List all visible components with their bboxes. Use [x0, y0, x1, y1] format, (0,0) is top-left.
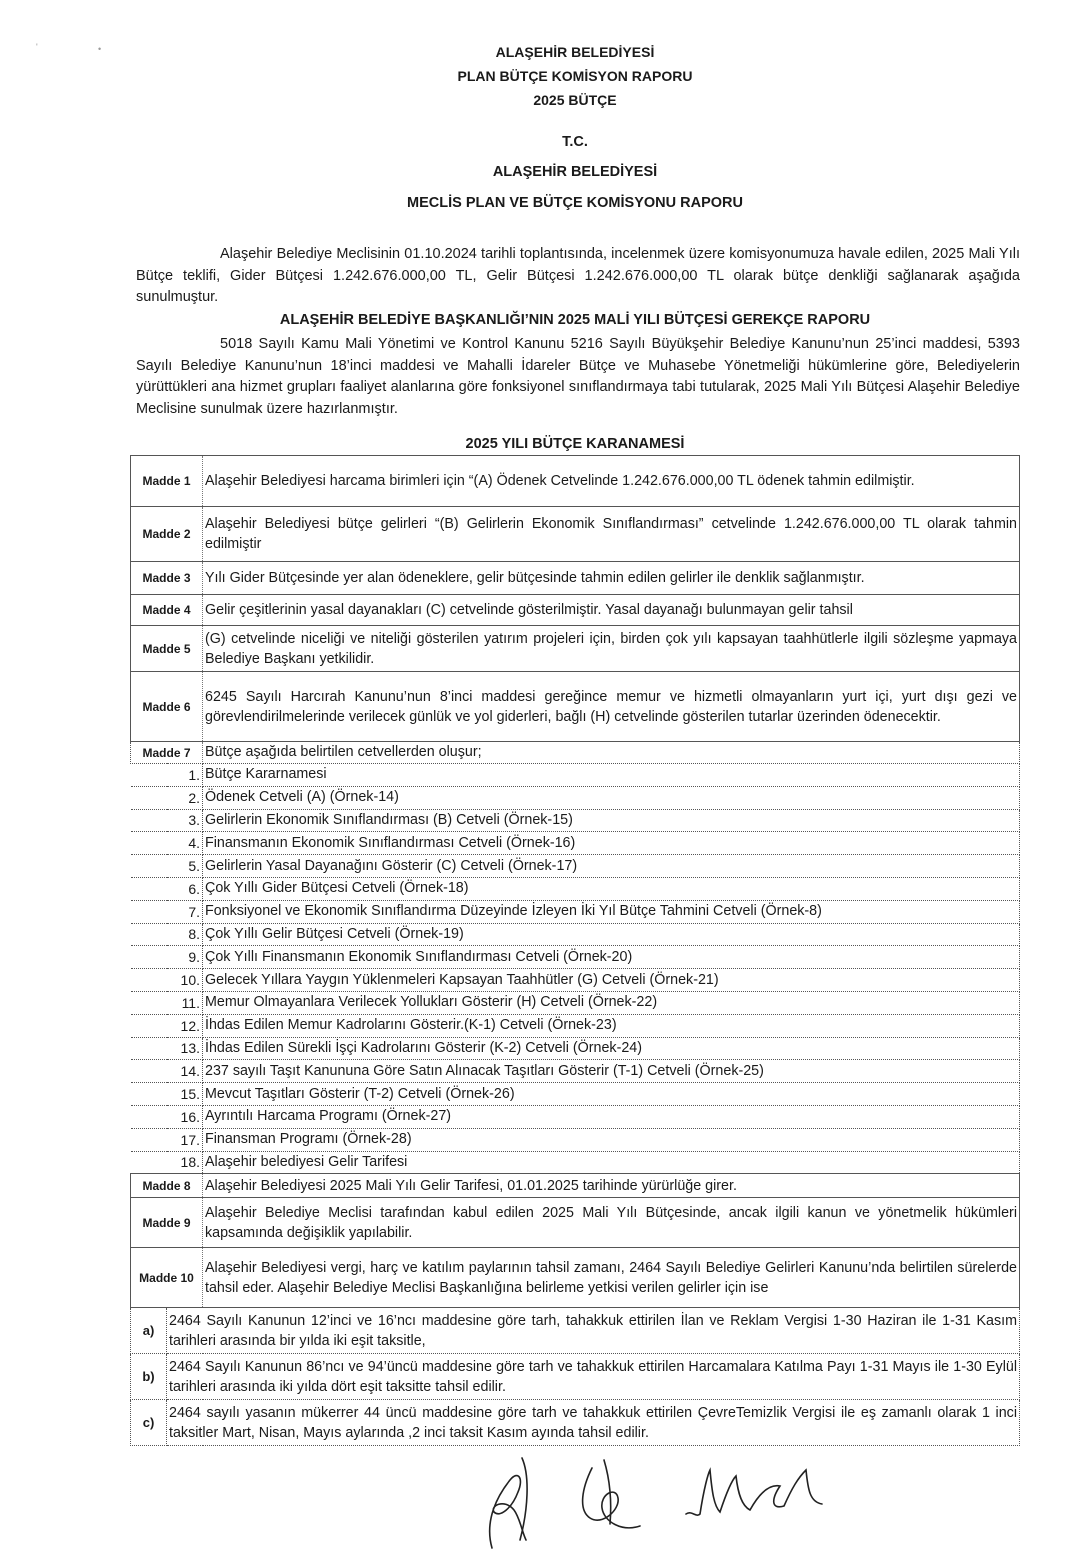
tc-heading: T.C.: [562, 134, 588, 150]
cetvel-number: 4.: [131, 832, 203, 855]
madde-label: Madde 2: [131, 507, 203, 562]
cetvel-number: 13.: [131, 1037, 203, 1060]
cetvel-number: 14.: [131, 1060, 203, 1083]
cetvel-text: Fonksiyonel ve Ekonomik Sınıflandırma Düzeyinde İzleyen İki Yıl Bütçe Tahmini Cetveli (Örnek-8): [203, 900, 1020, 923]
cetvel-text: Finansman Programı (Örnek-28): [203, 1128, 1020, 1151]
madde-label: Madde 8: [131, 1174, 203, 1198]
sub-text: 2464 sayılı yasanın mükerrer 44 üncü maddesine göre tarh ve tahakkuk ettirilen ÇevreTemizlik Vergisi ile eş zamanlı olarak 1 inci taksitler Mart, Nisan, Mayıs aylarında ,2 inci taksit Kasım ayında tahsil edilir.: [167, 1400, 1020, 1446]
madde-row: [131, 507, 1020, 562]
madde-text: Alaşehir Belediye Meclisi tarafından kabul edilen 2025 Mali Yılı Bütçesinde, ancak ilgili kanun ve yönetmelik hükümleri kapsamında değişiklik yapılabilir.: [203, 1198, 1020, 1248]
gerekce-paragraph: 5018 Sayılı Kamu Mali Yönetimi ve Kontrol Kanunu 5216 Sayılı Büyükşehir Belediye Kanunu’nun 25’inci maddesi, 5393 Sayılı Belediye Kanunu’nun 18’inci maddesi ve Mahalli İdareler Bütçe ve Muhasebe Yönetmeliği hükümlerine göre, Belediyelerin yürüttükleri ana hizmet grupları faaliyet alanlarına göre fonksiyonel sınıflandırmaya tabi tutularak, 2025 Mali Yılı Bütçesi Alaşehir Belediye Meclisine sunulmak üzere hazırlanmıştır.: [136, 336, 1020, 417]
header-line-2: PLAN BÜTÇE KOMİSYON RAPORU: [457, 68, 693, 84]
cetvel-text: Ayrıntılı Harcama Programı (Örnek-27): [203, 1105, 1020, 1128]
scan-speck: ': [36, 42, 38, 52]
madde-label: Madde 1: [131, 456, 203, 507]
cetvel-number: 7.: [131, 900, 203, 923]
cetvel-row: [131, 1128, 1020, 1151]
cetvel-text: Çok Yıllı Gider Bütçesi Cetveli (Örnek-18): [203, 877, 1020, 900]
madde-label: Madde 10: [131, 1248, 203, 1308]
cetvel-number: 17.: [131, 1128, 203, 1151]
madde-row: [131, 1174, 1020, 1198]
cetvel-number: 6.: [131, 877, 203, 900]
cetvel-text: Gelecek Yıllara Yaygın Yüklenmeleri Kapsayan Taahhütler (G) Cetveli (Örnek-21): [203, 969, 1020, 992]
cetvel-text: Ödenek Cetveli (A) (Örnek-14): [203, 786, 1020, 809]
madde-text: Bütçe aşağıda belirtilen cetvellerden oluşur;: [203, 742, 1020, 764]
cetvel-text: Gelirlerin Ekonomik Sınıflandırması (B) Cetveli (Örnek-15): [203, 809, 1020, 832]
org-heading: ALAŞEHİR BELEDİYESİ: [492, 164, 658, 180]
madde-row: [131, 595, 1020, 626]
madde-text: (G) cetvelinde niceliği ve niteliği gösterilen yatırım projeleri için, birden çok yılı kapsayan taahhütlerle ilgili sözleşme yapmaya Belediye Başkanı yetkilidir.: [203, 626, 1020, 672]
cetvel-text: Çok Yıllı Finansmanın Ekonomik Sınıflandırması Cetveli (Örnek-20): [203, 946, 1020, 969]
cetvel-row: [131, 1105, 1020, 1128]
cetvel-number: 11.: [131, 991, 203, 1014]
cetvel-number: 5.: [131, 855, 203, 878]
cetvel-row: [131, 1014, 1020, 1037]
cetvel-list: [131, 764, 1020, 1174]
cetvel-number: 9.: [131, 946, 203, 969]
cetvel-row: [131, 855, 1020, 878]
signature-stroke: [583, 1468, 640, 1528]
karaname-table: [130, 455, 1020, 1446]
madde-row: [131, 1198, 1020, 1248]
sub-label: b): [131, 1354, 167, 1400]
cetvel-row: [131, 1151, 1020, 1174]
madde-text: Yılı Gider Bütçesinde yer alan ödeneklere, gelir bütçesinde tahmin edilen gelirler ile denklik sağlanmıştır.: [203, 562, 1020, 595]
cetvel-row: [131, 764, 1020, 787]
sub-label: c): [131, 1400, 167, 1446]
cetvel-text: Memur Olmayanlara Verilecek Yollukları Gösterir (H) Cetveli (Örnek-22): [203, 991, 1020, 1014]
cetvel-text: Mevcut Taşıtları Gösterir (T-2) Cetveli (Örnek-26): [203, 1083, 1020, 1106]
scan-speck: •: [98, 44, 102, 54]
madde-label: Madde 4: [131, 595, 203, 626]
cetvel-row: [131, 832, 1020, 855]
madde-row: [131, 562, 1020, 595]
cetvel-number: 2.: [131, 786, 203, 809]
madde-text: Gelir çeşitlerinin yasal dayanakları (C) cetvelinde gösterilmiştir. Yasal dayanağı bulunmayan gelir tahsil: [203, 595, 1020, 626]
sub-row: [131, 1308, 1020, 1354]
madde-label: Madde 9: [131, 1198, 203, 1248]
cetvel-row: [131, 1037, 1020, 1060]
madde-text: 6245 Sayılı Harcırah Kanunu’nun 8’inci maddesi gereğince memur ve hizmetli olmayanların yurt içi, yurt dışı gezi ve görevlendirilmelerinde verilecek günlük ve yol giderleri, bağlı (H) cetvelinde gösterilen tutarlar üzerinden ödenecektir.: [203, 672, 1020, 742]
madde-text: Alaşehir Belediyesi 2025 Mali Yılı Gelir Tarifesi, 01.01.2025 tarihinde yürürlüğe girer.: [203, 1174, 1020, 1198]
cetvel-number: 18.: [131, 1151, 203, 1174]
cetvel-number: 15.: [131, 1083, 203, 1106]
cetvel-row: [131, 991, 1020, 1014]
cetvel-number: 10.: [131, 969, 203, 992]
intro-paragraph: Alaşehir Belediye Meclisinin 01.10.2024 tarihli toplantısında, incelenmek üzere komisyonumuza havale edilen, 2025 Mali Yılı Bütçe teklifi, Gider Bütçesi 1.242.676.000,00 TL, Gelir Bütçesi 1.242.676.000,00 TL olarak bütçe denkliği sağlanarak aşağıda sunulmuştur.: [136, 246, 1020, 305]
cetvel-row: [131, 923, 1020, 946]
cetvel-text: İhdas Edilen Sürekli İşçi Kadrolarını Gösterir (K-2) Cetveli (Örnek-24): [203, 1037, 1020, 1060]
madde-row: [131, 742, 1020, 764]
report-title: MECLİS PLAN VE BÜTÇE KOMİSYONU RAPORU: [407, 195, 743, 211]
cetvel-number: 12.: [131, 1014, 203, 1037]
cetvel-row: [131, 1083, 1020, 1106]
cetvel-text: Alaşehir belediyesi Gelir Tarifesi: [203, 1151, 1020, 1174]
madde-row: [131, 456, 1020, 507]
cetvel-number: 3.: [131, 809, 203, 832]
sub-row: [131, 1400, 1020, 1446]
cetvel-text: 237 sayılı Taşıt Kanununa Göre Satın Alınacak Taşıtları Gösterir (T-1) Cetveli (Örnek-25): [203, 1060, 1020, 1083]
cetvel-text: İhdas Edilen Memur Kadrolarını Gösterir.(K-1) Cetveli (Örnek-23): [203, 1014, 1020, 1037]
madde-label: Madde 6: [131, 672, 203, 742]
sub-text: 2464 Sayılı Kanunun 12’inci ve 16’ncı maddesine göre tarh, tahakkuk ettirilen İlan ve Reklam Vergisi 1-30 Haziran ile 1-31 Kasım tarihleri arasında bir yılda iki eşit taksitle,: [167, 1308, 1020, 1354]
cetvel-row: [131, 969, 1020, 992]
madde-label: Madde 3: [131, 562, 203, 595]
sub-label: a): [131, 1308, 167, 1354]
header-line-1: ALAŞEHİR BELEDİYESİ: [495, 44, 655, 60]
cetvel-row: [131, 1060, 1020, 1083]
karaname-title: 2025 YILI BÜTÇE KARANAMESİ: [465, 436, 685, 452]
cetvel-text: Bütçe Kararnamesi: [203, 764, 1020, 787]
madde-text: Alaşehir Belediyesi harcama birimleri için “(A) Ödenek Cetvelinde 1.242.676.000,00 TL ödenek tahmin edilmiştir.: [203, 456, 1020, 507]
cetvel-text: Çok Yıllı Gelir Bütçesi Cetveli (Örnek-19): [203, 923, 1020, 946]
madde-row: [131, 672, 1020, 742]
madde-label: Madde 5: [131, 626, 203, 672]
madde-text: Alaşehir Belediyesi vergi, harç ve katılım paylarının tahsil zamanı, 2464 Sayılı Belediye Gelirleri Kanunu’nda belirtilen sürelerde tahsil eder. Alaşehir Belediye Meclisi Başkanlığına belirleme yetkisi verilen gelirler için ise: [203, 1248, 1020, 1308]
handwritten-signatures: [470, 1440, 870, 1552]
document-header: [0, 40, 1090, 112]
cetvel-number: 8.: [131, 923, 203, 946]
header-line-3: 2025 BÜTÇE: [533, 92, 617, 108]
gerekce-title: ALAŞEHİR BELEDİYE BAŞKANLIĞI’NIN 2025 MALİ YILI BÜTÇESİ GEREKÇE RAPORU: [279, 312, 871, 328]
cetvel-row: [131, 946, 1020, 969]
cetvel-number: 16.: [131, 1105, 203, 1128]
signature-stroke: [686, 1470, 822, 1515]
cetvel-number: 1.: [131, 764, 203, 787]
sub-text: 2464 Sayılı Kanunun 86’ncı ve 94’üncü maddesine göre tarh ve tahakkuk ettirilen Harcamalara Katılma Payı 1-31 Mayıs ile 1-30 Eylül tarihleri arasında iki yılda dört eşit taksitte tahsil edilir.: [167, 1354, 1020, 1400]
sub-row: [131, 1354, 1020, 1400]
cetvel-row: [131, 900, 1020, 923]
madde-row: [131, 626, 1020, 672]
cetvel-row: [131, 809, 1020, 832]
cetvel-row: [131, 786, 1020, 809]
madde-row: [131, 1248, 1020, 1308]
cetvel-text: Finansmanın Ekonomik Sınıflandırması Cetveli (Örnek-16): [203, 832, 1020, 855]
cetvel-row: [131, 877, 1020, 900]
madde-text: Alaşehir Belediyesi bütçe gelirleri “(B) Gelirlerin Ekonomik Sınıflandırması” cetvelinde 1.242.676.000,00 TL olarak tahmin edilmiştir: [203, 507, 1020, 562]
madde-label: Madde 7: [131, 742, 203, 764]
cetvel-text: Gelirlerin Yasal Dayanağını Gösterir (C) Cetveli (Örnek-17): [203, 855, 1020, 878]
